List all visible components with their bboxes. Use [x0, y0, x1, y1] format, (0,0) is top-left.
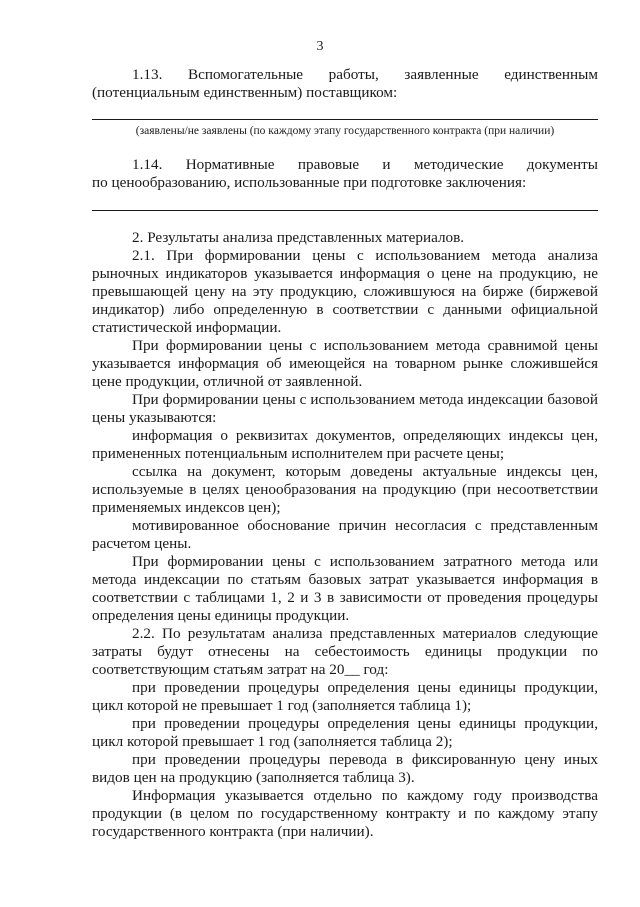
list-item-table-2: при проведении процедуры определения цены единицы продукции, цикл которой превышает 1 год (заполняется таблица 2);: [92, 715, 598, 750]
section-1-14-line1: 1.14. Нормативные правовые и методические документы: [132, 156, 598, 173]
list-item-document-details: информация о реквизитах документов, определяющих индексы цен, примененных потенциальным исполнителем при расчете цены;: [92, 427, 598, 462]
paragraph-base-price-indexation: При формировании цены с использованием метода индексации базовой цены указываются:: [92, 391, 598, 426]
section-1-14-line2: по ценообразованию, использованные при подготовке заключения:: [92, 174, 527, 191]
section-1-13-line2: (потенциальным единственным) поставщиком:: [92, 84, 398, 101]
list-item-table-3: при проведении процедуры перевода в фиксированную цену иных видов цен на продукцию (заполняется таблица 3).: [92, 751, 598, 786]
section-2-heading: 2. Результаты анализа представленных материалов.: [132, 229, 465, 246]
list-item-reference-to-document: ссылка на документ, которым доведены актуальные индексы цен, используемые в целях ценообразования на продукцию (при несоответствии применяемых индексов цен);: [92, 463, 598, 516]
page-content: [92, 66, 598, 841]
fill-in-line-1-14: [92, 210, 598, 211]
paragraph-information-by-year: Информация указывается отдельно по каждому году производства продукции (в целом по государственному контракту и по каждому этапу государственного контракта (при наличии).: [92, 787, 598, 840]
paragraph-comparable-price: При формировании цены с использованием метода сравнимой цены указывается информация об имеющейся на товарном рынке сложившейся цене продукции, отличной от заявленной.: [92, 337, 598, 390]
page-number: 3: [316, 39, 324, 54]
paragraph-2-2: 2.2. По результатам анализа представленных материалов следующие затраты будут отнесены на себестоимость единицы продукции по соответствующим статьям затрат на 20__ год:: [92, 625, 598, 678]
section-1-13-line1: 1.13. Вспомогательные работы, заявленные единственным: [132, 66, 598, 83]
section-1-13-caption: (заявлены/не заявлены (по каждому этапу государственного контракта (при наличии): [135, 125, 555, 137]
paragraph-cost-method: При формировании цены с использованием затратного метода или метода индексации по статьям базовых затрат указывается информация в соответствии с таблицами 1, 2 и 3 в зависимости от проведения процедуры определения цены единицы продукции.: [92, 553, 598, 624]
list-item-table-1: при проведении процедуры определения цены единицы продукции, цикл которой не превышает 1 год (заполняется таблица 1);: [92, 679, 598, 714]
fill-in-line-1-13: [92, 119, 598, 120]
list-item-disagreement-justification: мотивированное обоснование причин несогласия с представленным расчетом цены.: [92, 517, 598, 552]
paragraph-2-1: 2.1. При формировании цены с использованием метода анализа рыночных индикаторов указывается информация о цене на продукцию, не превышающей цену на эту продукцию, сложившуюся на бирже (биржевой индикатор) либо определенную в соответствии с данными официальной статистической информации.: [92, 247, 598, 336]
